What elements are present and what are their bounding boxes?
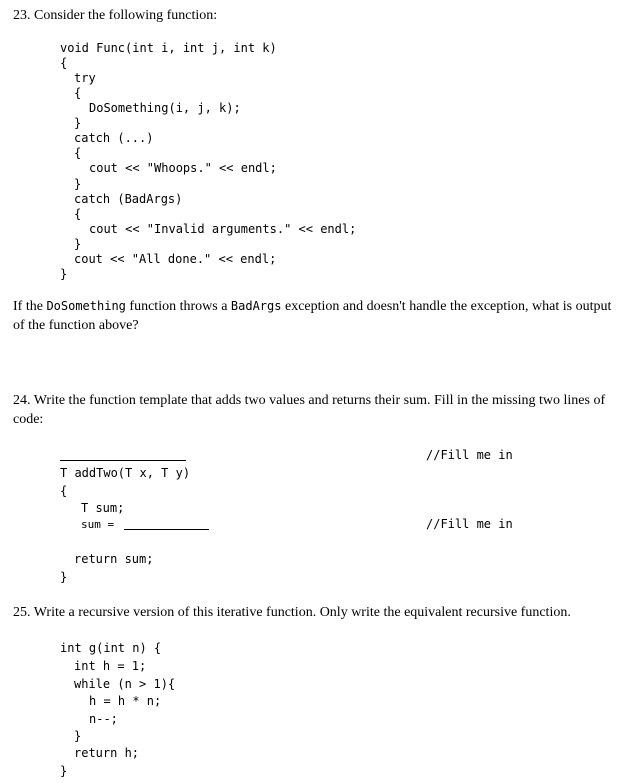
code-line: T sum;: [81, 501, 125, 515]
code-line: int g(int n) {: [60, 641, 162, 655]
code-line: void Func(int i, int j, int k): [60, 41, 277, 55]
code-line: try: [74, 71, 96, 85]
fill-comment: //Fill me in: [426, 517, 513, 531]
code-line: }: [60, 764, 68, 778]
code-line: }: [74, 116, 82, 130]
code-line: n--;: [89, 712, 118, 726]
code-line: {: [74, 86, 82, 100]
code-line: cout << "Invalid arguments." << endl;: [89, 222, 357, 236]
code-line: cout << "All done." << endl;: [74, 252, 277, 266]
code-line: }: [74, 729, 82, 743]
code-line: catch (BadArgs): [74, 192, 183, 206]
code-line: while (n > 1){: [74, 677, 176, 691]
code-line: return sum;: [74, 552, 154, 566]
code-line: h = h * n;: [89, 694, 162, 708]
code-line: }: [74, 237, 82, 251]
question-24-heading: 24. Write the function template that adds two values and returns their sum. Fill in the missing two lines of code:: [13, 393, 606, 427]
question-23-heading: 23. Consider the following function:: [13, 8, 218, 23]
fill-comment: //Fill me in: [426, 448, 513, 462]
code-line: DoSomething(i, j, k);: [89, 101, 241, 115]
code-line: int h = 1;: [74, 659, 147, 673]
code-line: {: [74, 207, 82, 221]
question-25-heading: 25. Write a recursive version of this iterative function. Only write the equivalent recursive function.: [13, 605, 571, 620]
fill-in-blank-return-type[interactable]: [60, 460, 186, 461]
template-signature: T addTwo(T x, T y): [60, 466, 191, 480]
inline-code-dosomething: DoSomething: [46, 299, 126, 313]
code-line: {: [74, 146, 82, 160]
code-line: sum =: [81, 518, 115, 531]
code-line: }: [60, 570, 68, 584]
code-line: catch (...): [74, 131, 154, 145]
code-line: {: [60, 484, 68, 498]
inline-code-badargs: BadArgs: [230, 299, 282, 313]
code-line: cout << "Whoops." << endl;: [89, 161, 277, 175]
question-23-prompt: If the DoSomething function throws a BadArgs exception and doesn't handle the exception, what is output of the function above?: [13, 299, 612, 333]
code-line: }: [60, 267, 68, 281]
code-line: }: [74, 177, 82, 191]
fill-in-blank-sum[interactable]: [124, 529, 209, 530]
code-line: {: [60, 56, 68, 70]
code-line: return h;: [74, 746, 140, 760]
